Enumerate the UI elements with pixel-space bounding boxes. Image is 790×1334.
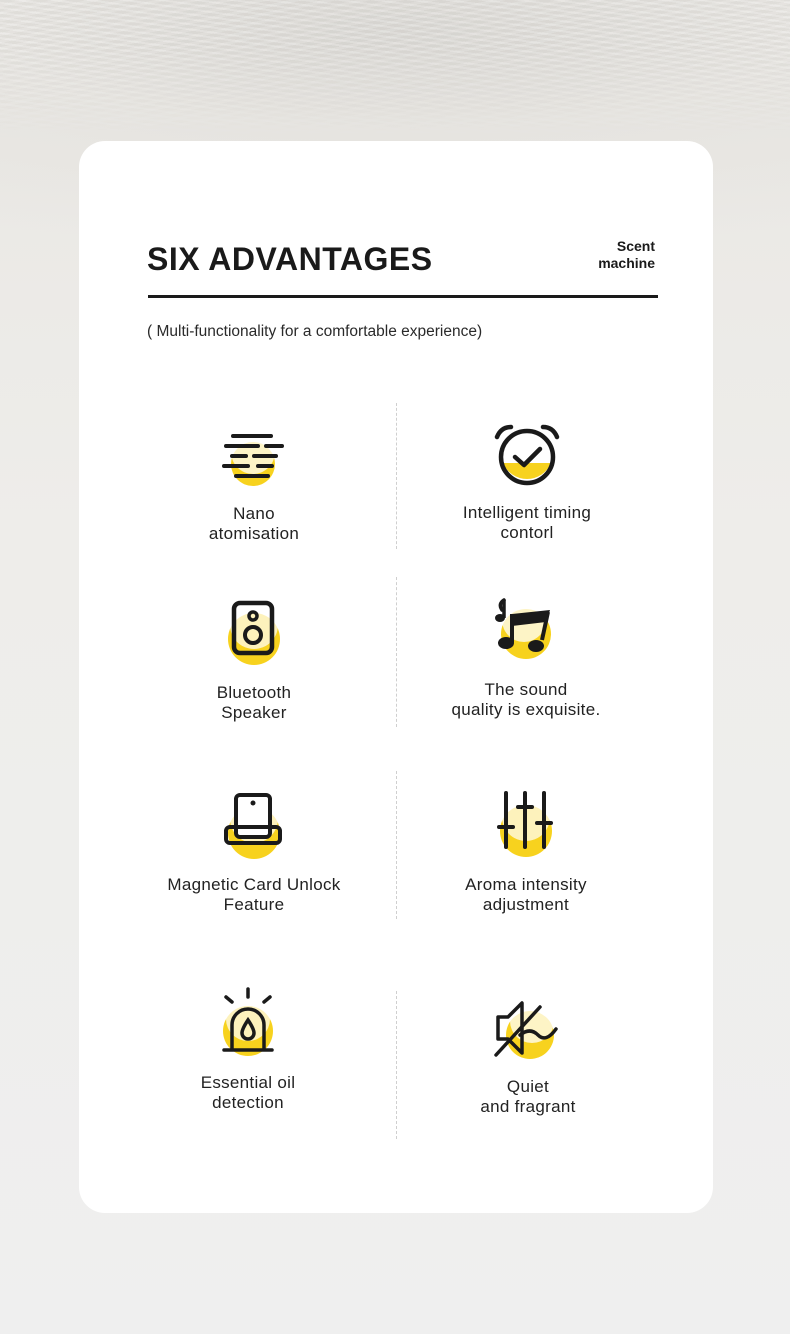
music-note-icon	[490, 596, 562, 666]
feature-label-line1: Nano	[233, 504, 275, 523]
feature-label-line1: Quiet	[506, 1077, 550, 1096]
mute-speaker-icon	[490, 995, 566, 1063]
feature-label-line1: Magnetic Card Unlock	[167, 875, 341, 894]
feature-label-line1: Aroma intensity	[465, 875, 587, 894]
feature-label-line2: detection	[212, 1093, 284, 1112]
sliders-icon	[490, 791, 562, 861]
feature-label-line1: The sound	[484, 680, 568, 699]
feature-label-line1: Intelligent timing	[462, 503, 592, 522]
feature-label-line2: and fragrant	[480, 1097, 576, 1116]
oil-alarm-icon	[212, 987, 284, 1059]
advantages-card	[79, 141, 713, 1213]
product-tag-line2: machine	[598, 255, 655, 271]
feature-intelligent-timing	[377, 423, 677, 543]
nano-mist-icon	[218, 426, 290, 490]
feature-label-line2: atomisation	[208, 524, 300, 543]
product-tag-line1: Scent	[616, 238, 655, 254]
alarm-clock-check-icon	[491, 423, 563, 489]
feature-magnetic-card-unlock	[104, 791, 404, 915]
feature-label-line1: Essential oil	[200, 1073, 296, 1092]
subtitle: ( Multi-functionality for a comfortable experience)	[147, 323, 483, 340]
page-title: SIX ADVANTAGES	[147, 241, 433, 277]
feature-aroma-intensity	[376, 791, 676, 915]
feature-quiet-fragrant	[378, 995, 678, 1117]
feature-essential-oil-detection	[98, 987, 398, 1113]
feature-label-line2: adjustment	[482, 895, 570, 914]
feature-sound-quality	[376, 596, 676, 720]
background-texture	[0, 0, 790, 140]
feature-label-line2: contorl	[500, 523, 554, 542]
title-underline	[148, 295, 658, 298]
feature-label-line1: Bluetooth	[216, 683, 292, 702]
feature-label-line2: Speaker	[221, 703, 287, 722]
feature-label-line2: Feature	[223, 895, 285, 914]
speaker-icon	[218, 599, 290, 669]
feature-nano-atomisation	[104, 426, 404, 544]
product-tag	[598, 238, 655, 272]
card-slot-icon	[218, 791, 290, 861]
feature-label-line2: quality is exquisite.	[451, 700, 601, 719]
feature-bluetooth-speaker	[104, 599, 404, 723]
